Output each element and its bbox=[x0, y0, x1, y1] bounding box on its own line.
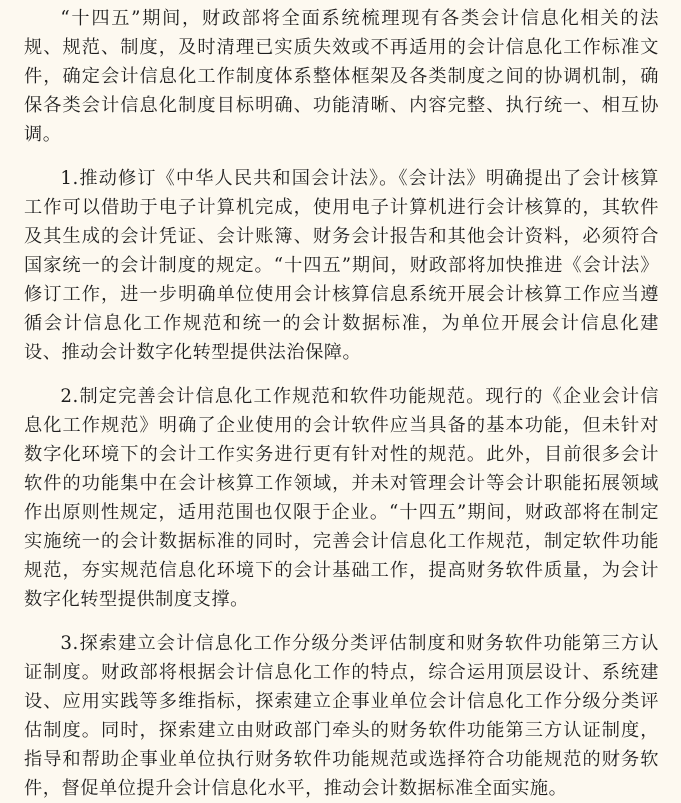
paragraph-work-norms: 2.制定完善会计信息化工作规范和软件功能规范。现行的《企业会计信息化工作规范》明确了企业使用的会计软件应当具备的基本功能，但未针对数字化环境下的会计工作实务进行更有针对性的规范。此外，目前很多会计软件的功能集中在会计核算工作领域，并未对管理会计等会计职能拓展领域作出原则性规定，适用范围也仅限于企业。“十四五”期间，财政部将在制定实施统一的会计数据标准的同时，完善会计信息化工作规范，制定软件功能规范，夯实规范信息化环境下的会计基础工作，提高财务软件质量，为会计数字化转型提供制度支撑。 bbox=[24, 386, 659, 610]
paragraph-intro: “十四五”期间，财政部将全面系统梳理现有各类会计信息化相关的法规、规范、制度，及时清理已实质失效或不再适用的会计信息化工作标准文件，确定会计信息化工作制度体系整体框架及各类制度之间的协调机制，确保各类会计信息化制度目标明确、功能清晰、内容完整、执行统一、相互协调。 bbox=[24, 8, 659, 145]
paragraph-evaluation-certification: 3.探索建立会计信息化工作分级分类评估制度和财务软件功能第三方认证制度。财政部将根据会计信息化工作的特点，综合运用顶层设计、系统建设、应用实践等多维指标，探索建立企事业单位会计信息化工作分级分类评估制度。同时，探索建立由财政部门牵头的财务软件功能第三方认证制度，指导和帮助企事业单位执行财务软件功能规范或选择符合功能规范的财务软件，督促单位提升会计信息化水平，推动会计数据标准全面实施。 bbox=[24, 633, 659, 799]
paragraph-accounting-law: 1.推动修订《中华人民共和国会计法》。《会计法》明确提出了会计核算工作可以借助于电子计算机完成，使用电子计算机进行会计核算的，其软件及其生成的会计凭证、会计账簿、财务会计报告和其他会计资料，必须符合国家统一的会计制度的规定。“十四五”期间，财政部将加快推进《会计法》修订工作，进一步明确单位使用会计核算信息系统开展会计核算工作应当遵循会计信息化工作规范和统一的会计数据标准，为单位开展会计信息化建设、推动会计数字化转型提供法治保障。 bbox=[24, 168, 659, 363]
